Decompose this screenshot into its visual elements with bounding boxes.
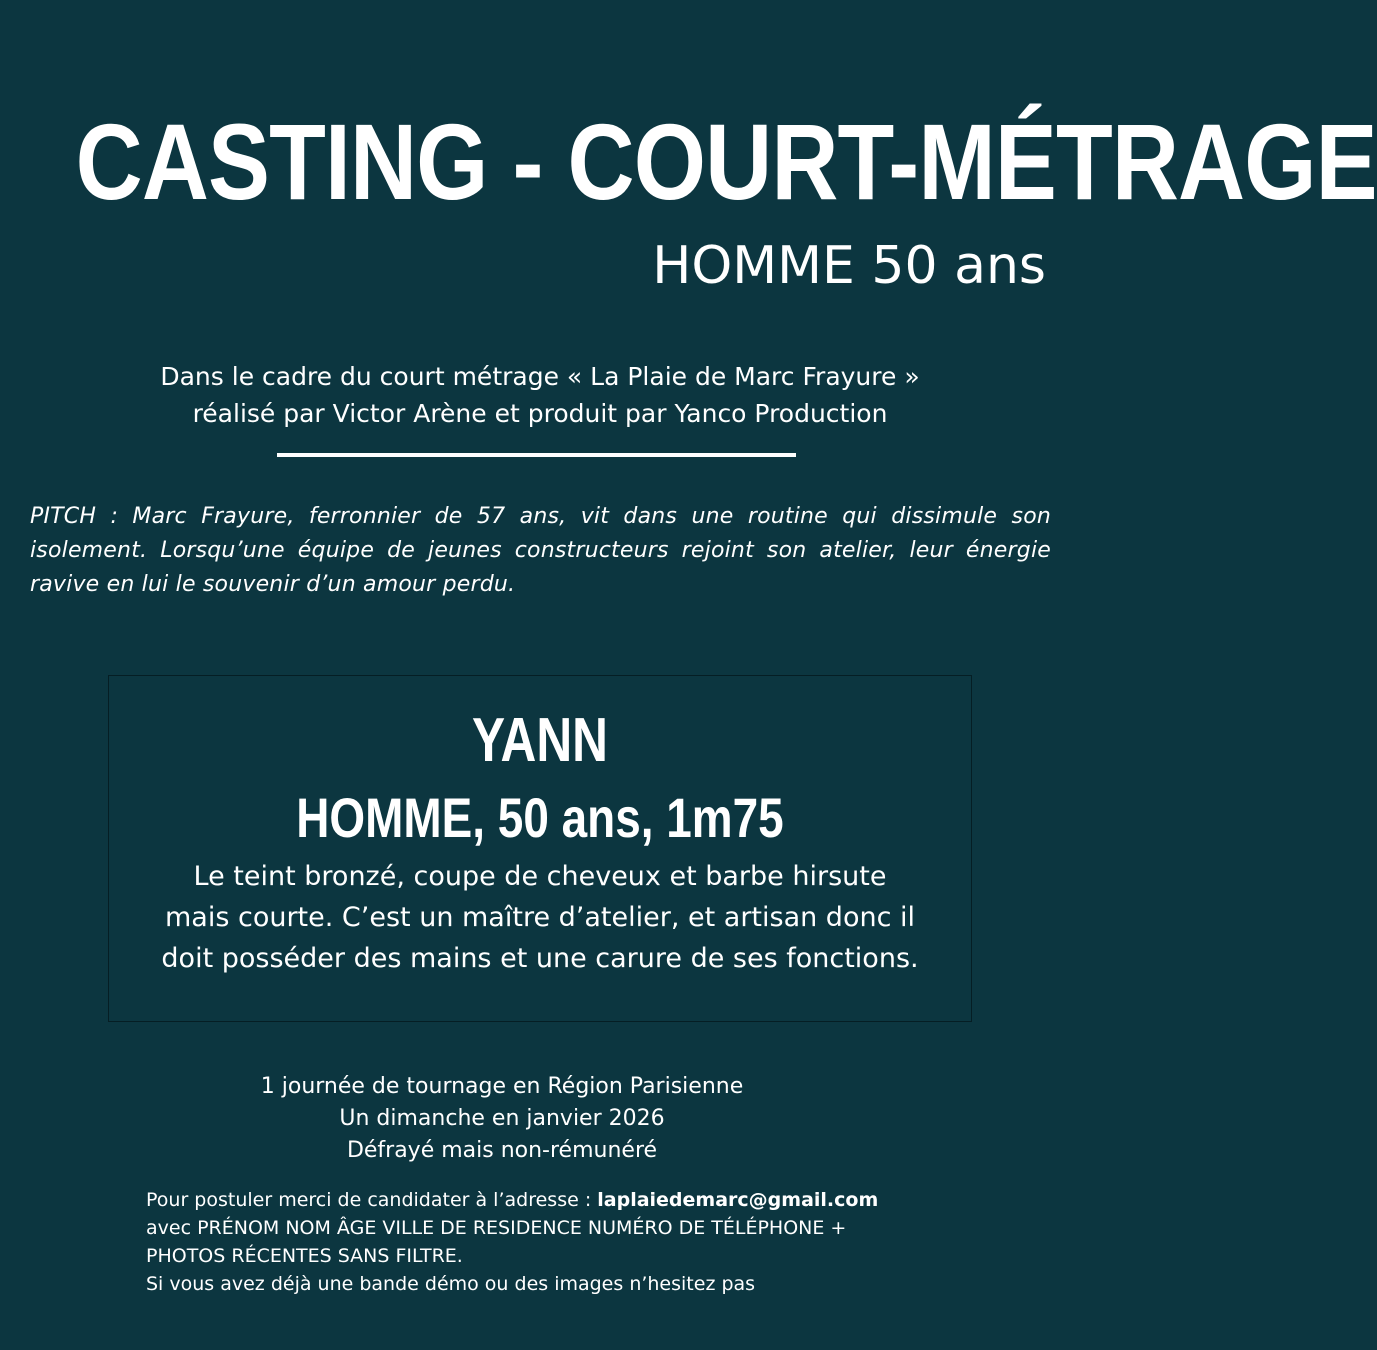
intro-text	[0, 358, 1080, 432]
shoot-detail-line: Défrayé mais non-rémunéré	[346, 1138, 658, 1163]
apply-line: avec PRÉNOM NOM ÂGE VILLE DE RESIDENCE NUMÉRO DE TÉLÉPHONE +	[146, 1217, 847, 1239]
role-meta: HOMME, 50 ans, 1m75	[296, 786, 784, 849]
role-description-line: Le teint bronzé, coupe de cheveux et barbe hirsute	[193, 861, 887, 892]
pitch-text: PITCH : Marc Frayure, ferronnier de 57 ans, vit dans une routine qui dissimule son isolement. Lorsqu’une équipe de jeunes constructeurs rejoint son atelier, leur énergie ravive en lui le souvenir d’un amour perdu.	[30, 504, 1051, 597]
apply-line	[146, 1186, 1046, 1214]
role-name: YANN	[472, 706, 608, 775]
intro-line: Dans le cadre du court métrage « La Plaie de Marc Frayure »	[160, 362, 920, 391]
shoot-detail-line: 1 journée de tournage en Région Parisienne	[260, 1074, 744, 1099]
apply-prefix: Pour postuler merci de candidater à l’adresse :	[146, 1189, 598, 1211]
apply-line: PHOTOS RÉCENTES SANS FILTRE.	[146, 1245, 463, 1267]
contact-email[interactable]: laplaiedemarc@gmail.com	[597, 1189, 879, 1211]
poster-title: CASTING - COURT-MÉTRAGE	[75, 101, 1377, 222]
intro-line: réalisé par Victor Arène et produit par Yanco Production	[192, 399, 888, 428]
apply-line: Si vous avez déjà une bande démo ou des images n’hesitez pas	[146, 1273, 756, 1295]
role-description-line: doit posséder des mains et une carure de ses fonctions.	[161, 943, 919, 974]
application-instructions	[146, 1186, 1046, 1298]
role-description	[109, 856, 971, 979]
role-description-line: mais courte. C’est un maître d’atelier, et artisan donc il	[164, 902, 916, 933]
divider	[277, 453, 796, 457]
poster-subtitle: HOMME 50 ans	[652, 236, 1046, 296]
shoot-detail-line: Un dimanche en janvier 2026	[339, 1106, 665, 1131]
shoot-details	[0, 1071, 1004, 1167]
role-box	[108, 675, 972, 1022]
